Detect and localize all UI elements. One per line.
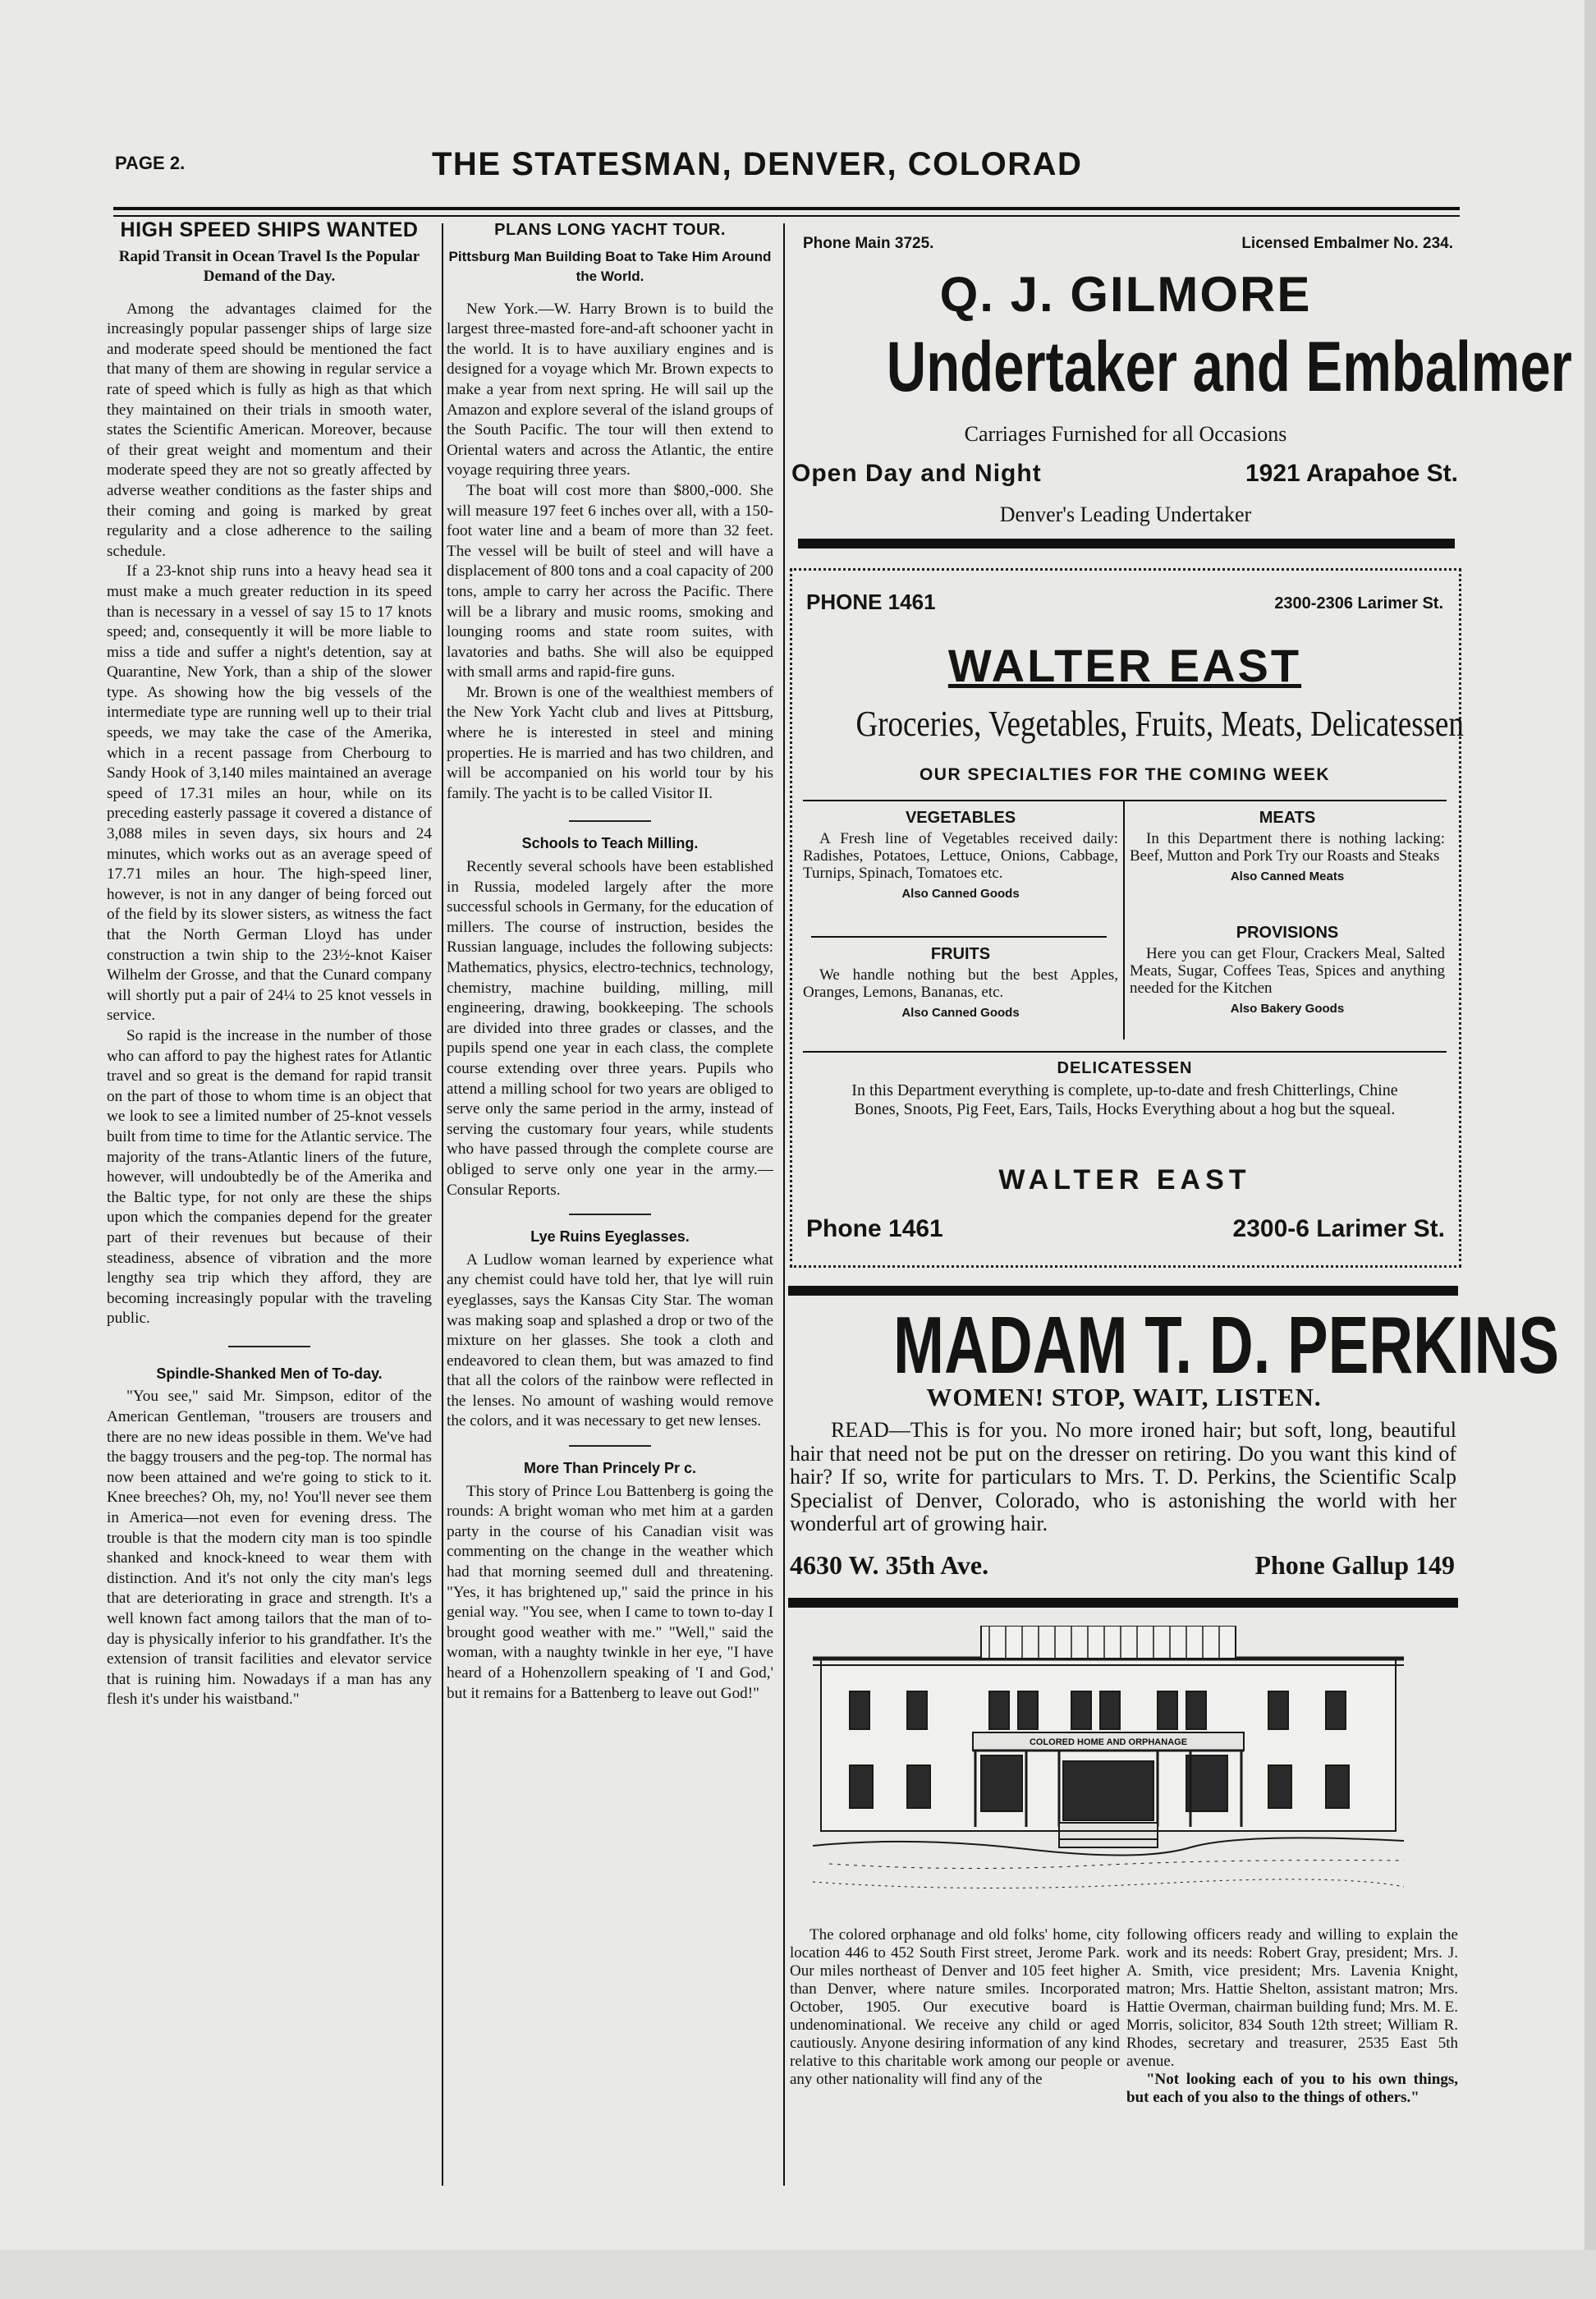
east-phone: PHONE 1461 [806,590,936,614]
east-provisions-title: PROVISIONS [1236,924,1339,942]
gilmore-tagline: Denver's Leading Undertaker [999,502,1252,526]
east-phone-repeat: Phone 1461 [806,1215,943,1242]
article-headline: PLANS LONG YACHT TOUR. [494,221,726,239]
east-vegetables-text: A Fresh line of Vegetables received daily: Radishes, Potatoes, Lettuce, Onions, Cabbage, Turnips, Spinach, Tomatoes etc. [803,830,1118,882]
east-specialties: OUR SPECIALTIES FOR THE COMING WEEK [919,765,1331,784]
column-divider-1 [442,223,443,2186]
east-rule [803,1051,1447,1053]
orphanage-sign: COLORED HOME AND ORPHANAGE [1029,1737,1188,1747]
article-paragraph: The boat will cost more than $800,-000. She will measure 197 feet 6 inches over all, with a 150-foot water line and a beam of more than 32 feet. The vessel will be built of steel and will have a displacement of 800 tons and a coal capacity of 200 tons, ample to carry her across the Pacific. There will be a library and music rooms, smoking and lounging rooms and state room suites, with lavatories and baths. She will also be equipped with small arms and rapid-fire guns. [447,481,773,681]
article-column-2 [447,220,773,2158]
east-address-repeat: 2300-6 Larimer St. [1232,1215,1445,1242]
page-number: PAGE 2. [115,153,186,173]
gilmore-address: 1921 Arapahoe St. [1245,460,1458,487]
east-rule [811,936,1107,938]
article-paragraph: "You see," said Mr. Simpson, editor of the American Gentleman, "trousers are trousers and there are no new ideas possible in them. We've had the baggy trousers and the peg-top. The normal has now been attained and we're going to stick to it. Knee breeches? Oh, my, no! You'll never see them in America—not even for evening dress. The trouble is that the modern city man is too spindle shanked and knock-kneed to wear them with distinction. And it's not only the city man's legs that are deteriorating in grace and strength. It's a well known fact among tailors that the man of to-day is physically inferior to his grandfather. It's the extension of transit facilities and elevator service that is ruining him. Nowadays if a man has any flesh it's under his waistband." [107,1388,432,1709]
perkins-body: READ—This is for you. No more ironed hair; but soft, long, beautiful hair that need not be put on the dresser on retiring. Do you want this kind of hair? If so, write for particulars to Mrs. T. D. Perkins, the Scientific Scalp Specialist of Denver, Colorado, who is astonishing the world with her wonderful art of growing hair. [790,1418,1456,1535]
east-fruits [803,946,1118,1021]
scan-edge [1585,0,1596,2299]
east-vegetables-also: Also Canned Goods [901,887,1020,901]
masthead-rule-thick [113,207,1460,210]
article-headline: More Than Princely Pr c. [523,1460,697,1477]
east-meats [1130,810,1445,885]
east-fruits-also: Also Canned Goods [901,1006,1020,1020]
article-headline: Schools to Teach Milling. [521,835,699,852]
perkins-slogan: WOMEN! STOP, WAIT, LISTEN. [926,1383,1322,1411]
east-vegetables-title: VEGETABLES [905,809,1016,827]
article-paragraph: So rapid is the increase in the number of those who can afford to pay the highest rates for Atlantic travel and so great is the demand for rapid transit on the part of those to whom time is an object that we look to see a limited number of 25-knot vessels built from time to time for the Atlantic service. The majority of the trans-Atlantic liners of the future, however, will undoubtedly be of the Amerika and the Baltic type, for not only are these the ships upon which the companies depend for the greater part of their revenues but because of their steadiness, absence of vibration and the more lengthy sea trip which they afford, they are becoming increasingly popular with the traveling public. [107,1026,432,1328]
article-separator [569,820,651,822]
east-provisions [1130,925,1445,1017]
east-fruits-title: FRUITS [930,945,991,963]
perkins-name: MADAM T. D. PERKINS [893,1300,1560,1390]
east-goods: Groceries, Vegetables, Fruits, Meats, Delicatessen [855,704,1464,744]
east-deli-text: In this Department everything is complete, up-to-date and fresh Chitterlings, Chine Bones, Snoots, Pig Feet, Ears, Tails, Hocks Everything about a hog but the squeal. [851,1081,1398,1118]
east-rule [803,800,1447,801]
walter-east-advertisement [798,575,1464,1261]
gilmore-carriages: Carriages Furnished for all Occasions [964,422,1287,446]
east-fruits-text: We handle nothing but the best Apples, Oranges, Lemons, Bananas, etc. [803,966,1118,1001]
article-paragraph: Recently several schools have been established in Russia, modeled largely after the more successful schools in Germany, for the education of millers. The course of instruction, besides the Russian language, includes the following subjects: Mathematics, physics, electro-technics, technology, chemistry, machine building, milling, mill engineering, drawing, bookkeeping. The schools are divided into three grades or classes, and the pupils spend one year in each class, the complete course extending over three years. Pupils who attend a milling school for two years are obliged to serve only the same period in the army, instead of serving the customary four years, while students who have passed through the complete course are obliged to serve only one year in the army.—Consular Reports. [447,858,773,1199]
gilmore-phone: Phone Main 3725. [803,235,934,252]
orphanage-text-right [1126,1926,1458,2181]
orphanage-quote: "Not looking each of you to his own things, but each of you also to the things of others." [1126,2071,1458,2106]
perkins-bottom-bar [788,1598,1458,1608]
east-provisions-text: Here you can get Flour, Crackers Meal, Salted Meats, Sugar, Coffees Teas, Spices and anything needed for the Kitchen [1130,945,1445,997]
column-divider-2 [783,223,785,2186]
article-headline: HIGH SPEED SHIPS WANTED [120,220,419,241]
perkins-phone: Phone Gallup 149 [1254,1550,1455,1580]
perkins-address: 4630 W. 35th Ave. [790,1550,989,1580]
article-paragraph: If a 23-knot ship runs into a heavy head sea it must make a much greater reduction in its speed than is necessary in a vessel of say 15 to 17 knots speed; and, consequently it will be more liable to miss a tide and suffer a night's detention, say at Quarantine, New York, than a ship of the slower type. As showing how the big vessels of the intermediate type are running well up to their trial speeds, we may take the case of the Amerika, which in a recent passage from Cherbourg to Sandy Hook of 3,140 miles maintained an average speed of 17.31 miles an hour, while on its preceding easterly passage it covered a distance of 3,088 miles in seven days, six hours and 24 minutes, which works out as an average speed of 17.71 miles an hour. The high-speed liner, however, is not in any danger of being forced out of the field by its slower sisters, as witness the fact that the North German Lloyd has under construction a twin ship to the 23½-knot Kaiser Wilhelm der Grosse, and that the Cunard company will shortly put a pair of 24¼ to 25 knot vessels in service. [107,562,432,1025]
article-separator [228,1346,310,1347]
article-separator [569,1445,651,1447]
scan-bottom-edge [0,2250,1596,2299]
article-paragraph: Among the advantages claimed for the increasingly popular passenger ships of large size and moderate speed should be mentioned the fact that many of them are showing in regular service a rate of speed which is fully as high as that which they maintained on their trials in smooth water, states the Scientific American. Moreover, because of their great weight and momentum and their moderate speed they are not so greatly affected by adverse weather conditions as the faster ships and their coming and going is marked by great regularity and a close adherence to the sailing schedule. [107,300,432,560]
article-separator [569,1214,651,1215]
gilmore-advertisement [790,230,1572,558]
east-meats-text: In this Department there is nothing lacking: Beef, Mutton and Pork Try our Roasts and Steaks [1130,830,1445,865]
east-meats-also: Also Canned Meats [1230,870,1345,883]
perkins-top-bar [788,1286,1458,1296]
east-deli-title: DELICATESSEN [1057,1059,1193,1077]
article-headline: Spindle-Shanked Men of To-day. [156,1365,383,1382]
article-paragraph: Mr. Brown is one of the wealthiest members of the New York Yacht club and lives at Pittsburg, where he is interested in steel and mining properties. He is married and has two children, and will be accompanied on his world tour by his family. The yacht is to be called Visitor II. [447,683,773,802]
article-paragraph: A Ludlow woman learned by experience what any chemist could have told her, that lye will ruin eyeglasses, says the Kansas City Star. The woman was making soap and splashed a drop or two of the mixture on her glasses. She took a cloth and endeavored to clean them, but was amazed to find that all the colors of the rainbow were reflected in the lenses. No amount of washing would remove the colors, and it was necessary to get new lenses. [447,1250,773,1430]
article-paragraph: This story of Prince Lou Battenberg is going the rounds: A bright woman who met him at a garden party in the course of his Canadian visit was commenting on the change in the weather which had that morning seemed dull and threatening. "Yes, it has brightened up," said the prince in his genial way. "You see, when I came to town to-day I brought good weather with me." "Well," said the woman, with a naughty twinkle in her eye, "I have heard of a Hohenzollern speaking of 'I and God,' but it remains for a Battenberg to leave out God!" [447,1482,773,1702]
east-delicatessen [803,1059,1447,1119]
east-meats-title: MEATS [1259,809,1316,827]
article-headline: Lye Ruins Eyeglasses. [530,1228,690,1246]
perkins-advertisement [788,1299,1560,1611]
article-paragraph: New York.—W. Harry Brown is to build the largest three-masted fore-and-aft schooner yacht in the world. It is to have auxiliary engines and is designed for a voyage which Mr. Brown expects to make a year from next spring. He will sail up the Amazon and explore several of the island groups of the South Pacific. The tour will then extend to Oriental waters and across the Atlantic, the entire voyage requiring three years. [447,300,773,480]
gilmore-open-hours: Open Day and Night [791,460,1042,487]
article-subhead: Rapid Transit in Ocean Travel Is the Popular Demand of the Day. [118,247,420,285]
orphanage-paragraph: following officers ready and willing to explain the work and its needs: Robert Gray, president; Mrs. J. A. Smith, vice president; Mrs. Lavenia Knight, matron; Mrs. Hattie Shelton, assistant matron; Mrs. Hattie Overman, chairman building fund; Mrs. M. E. Morris, solicitor, 834 South 12th street; William R. Rhodes, secretary and treasurer, 2535 East 5th avenue. [1126,1926,1458,2070]
gilmore-license: Licensed Embalmer No. 234. [1241,235,1453,252]
east-name-repeat: WALTER EAST [998,1164,1251,1195]
gilmore-trade: Undertaker and Embalmer [886,328,1572,406]
orphanage-text-left [790,1926,1120,2181]
article-subhead: Pittsburg Man Building Boat to Take Him Around the World. [448,248,772,284]
east-address: 2300-2306 Larimer St. [1274,594,1443,613]
orphanage-paragraph: The colored orphanage and old folks' home, city location 446 to 452 South First street, Jerome Park. Our miles northeast of Denver and 105 feet higher than Denver, where nature smiles. Incorporated October, 1905. Our executive board is undenominational. We receive any child or aged cautiously. Anyone desiring information of any kind relative to this charitable work among our people or any other nationality will find any of the [790,1926,1120,2088]
east-name: WALTER EAST [947,640,1302,691]
east-vegetables [803,810,1118,902]
east-center-divider [1123,801,1125,1039]
gilmore-bottom-bar [798,539,1455,548]
orphanage-building-illustration [813,1626,1404,1902]
masthead-title: THE STATESMAN, DENVER, COLORAD [432,146,1083,182]
article-column-1 [107,220,432,2158]
gilmore-name: Q. J. GILMORE [939,267,1312,322]
east-provisions-also: Also Bakery Goods [1230,1002,1345,1016]
masthead-rule-thin [113,215,1460,217]
